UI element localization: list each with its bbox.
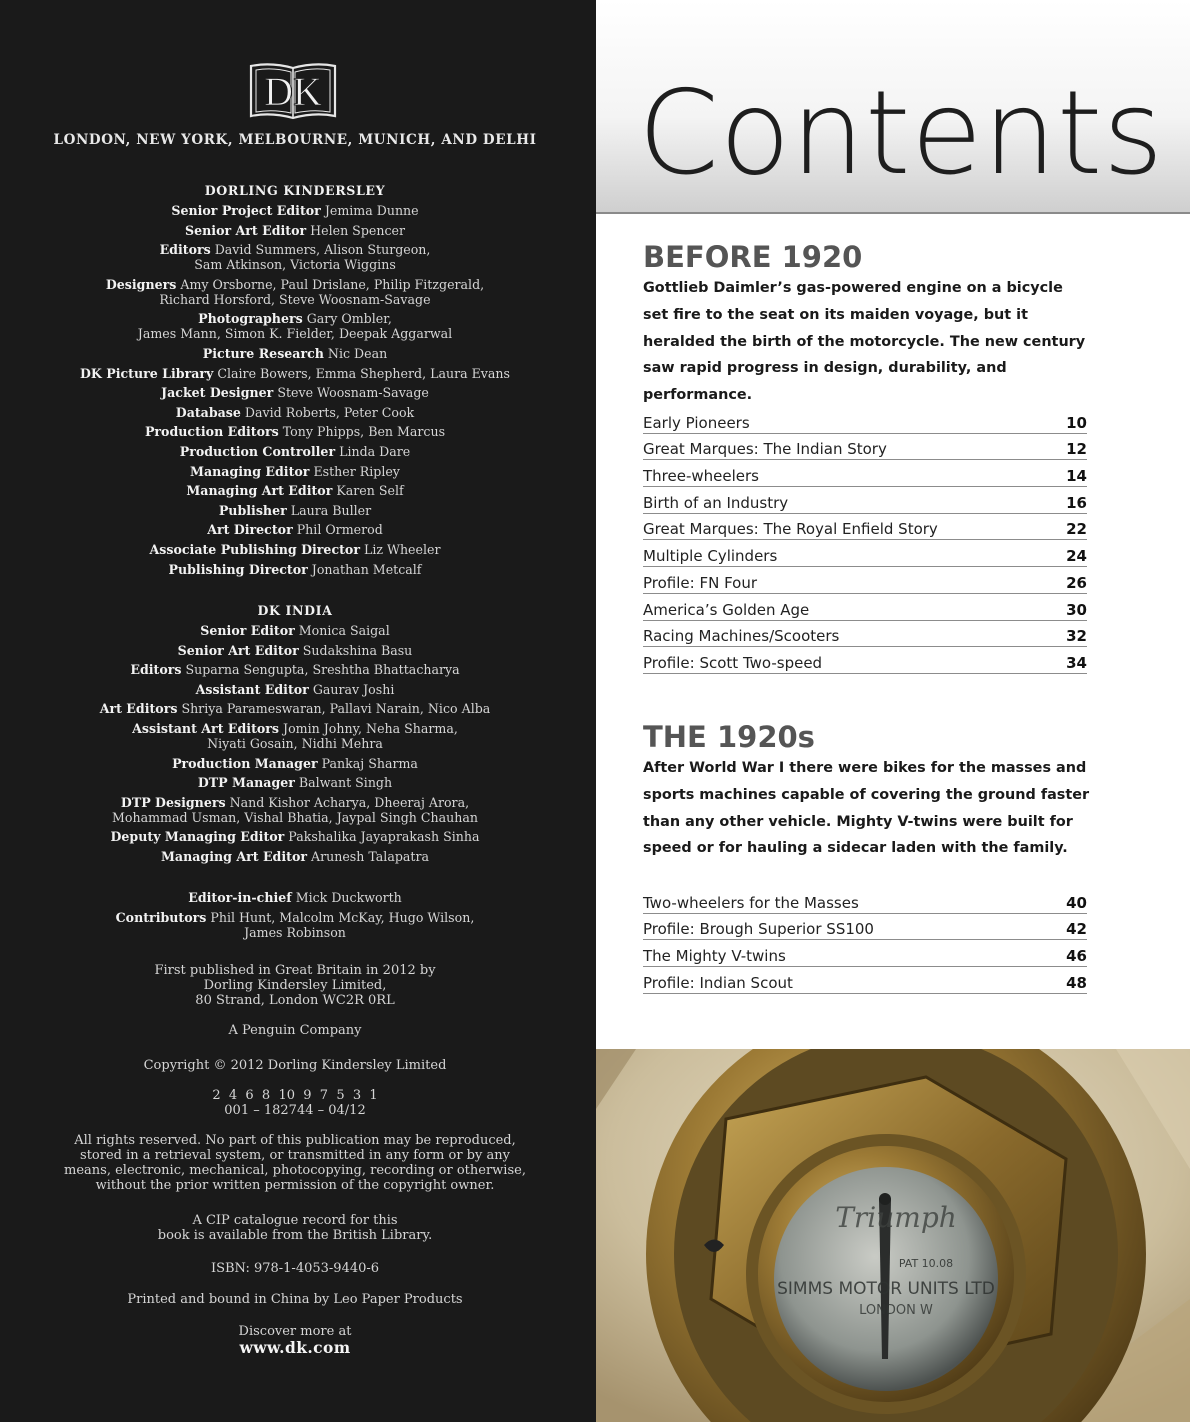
toc-entry-page: 14 (1066, 467, 1087, 486)
credit-names: Gary Ombler, (306, 311, 392, 327)
toc-entry[interactable] (643, 407, 1087, 434)
credit-names: Linda Dare (339, 443, 411, 459)
credit-names: Liz Wheeler (363, 541, 441, 557)
credit-entry (0, 405, 590, 420)
credit-names: Richard Horsford, Steve Woosnam-Savage (159, 291, 431, 307)
credit-line (0, 464, 590, 479)
credit-entry (0, 721, 590, 751)
credit-line (0, 311, 590, 326)
gauge-illustration (596, 1049, 1190, 1422)
toc-entry-page: 30 (1066, 600, 1087, 619)
toc-entry[interactable] (643, 594, 1087, 621)
credit-role: Senior Editor (200, 623, 295, 638)
toc-list-1920s (643, 887, 1087, 994)
credit-names: Nic Dean (327, 345, 388, 361)
website-link[interactable]: www.dk.com (239, 1338, 351, 1357)
credit-names: Niyati Gosain, Nidhi Mehra (207, 735, 383, 751)
credit-role: DTP Manager (197, 775, 295, 791)
publisher-cities: LONDON, NEW YORK, MELBOURNE, MUNICH, AND DELHI (53, 132, 537, 148)
credit-entry (0, 701, 590, 716)
credit-names: Laura Buller (290, 502, 372, 518)
credit-role: Associate Publishing Director (149, 541, 360, 557)
toc-entry-page: 24 (1066, 547, 1087, 566)
toc-entry-page: 42 (1066, 920, 1087, 939)
credit-role: Assistant Art Editors (132, 720, 280, 736)
credit-line (0, 721, 590, 736)
credit-role: Senior Art Editor (185, 222, 307, 238)
credit-line (0, 444, 590, 459)
credit-line (0, 829, 590, 844)
credit-names: Arunesh Talapatra (311, 848, 429, 864)
credit-entry (0, 444, 590, 459)
credit-names: Nand Kishor Acharya, Dheeraj Arora, (229, 794, 470, 810)
credit-line (0, 242, 590, 257)
print-run (0, 1088, 590, 1118)
credit-role: Production Controller (179, 443, 336, 459)
print-run-numbers: 2 4 6 8 10 9 7 5 3 1 (212, 1088, 378, 1103)
credit-entry (0, 643, 590, 658)
dk-uk-heading: DORLING KINDERSLEY (204, 183, 386, 198)
cip-line: book is available from the British Library. (157, 1228, 433, 1243)
toc-entry-label: Multiple Cylinders (643, 547, 778, 566)
credit-names: David Roberts, Peter Cook (244, 404, 415, 420)
credit-line (0, 701, 590, 716)
credit-names: Karen Self (336, 483, 404, 499)
toc-entry[interactable] (643, 460, 1087, 487)
credit-line (0, 623, 590, 638)
credit-line (0, 890, 590, 905)
section-intro-1920s: After World War I there were bikes for the masses and sports machines capable of covering the ground faster than any other vehicle. Mighty V-twins were built for speed or for hauling a sidecar laden with the family. (643, 760, 1090, 857)
first-published-line: 80 Strand, London WC2R 0RL (195, 993, 395, 1008)
toc-entry-label: Three-wheelers (643, 467, 759, 486)
credit-entry (0, 795, 590, 825)
toc-entry-page: 16 (1066, 493, 1087, 512)
credit-names: Pankaj Sharma (321, 755, 418, 771)
rights-line: All rights reserved. No part of this publication may be reproduced, (74, 1133, 516, 1148)
credit-names: Amy Orsborne, Paul Drislane, Philip Fitzgerald, (180, 276, 485, 292)
toc-entry[interactable] (643, 621, 1087, 648)
toc-entry-page: 10 (1066, 413, 1087, 432)
toc-entry[interactable] (643, 434, 1087, 461)
toc-entry-label: Racing Machines/Scooters (643, 627, 840, 646)
chief-credits (0, 890, 590, 944)
credit-entry (0, 203, 590, 218)
dk-india-credits (0, 603, 590, 869)
credit-entry (0, 756, 590, 771)
credit-entry (0, 849, 590, 864)
toc-entry[interactable] (643, 914, 1087, 941)
fuel-gauge-photo (596, 1049, 1190, 1422)
cip-line: A CIP catalogue record for this (192, 1213, 398, 1228)
rights-line: means, electronic, mechanical, photocopying, recording or otherwise, (64, 1163, 526, 1178)
gauge-patent-text: PAT 10.08 (898, 1257, 954, 1270)
credit-role: Database (175, 404, 241, 420)
credit-role: Contributors (115, 909, 207, 925)
credit-entry (0, 829, 590, 844)
credit-entry (0, 346, 590, 361)
toc-entry-page: 12 (1066, 440, 1087, 459)
toc-entry[interactable] (643, 540, 1087, 567)
credit-entry (0, 242, 590, 272)
credit-entry (0, 775, 590, 790)
credit-entry (0, 277, 590, 307)
discover-more: Discover more at (238, 1324, 352, 1339)
credit-role: Senior Art Editor (177, 642, 299, 658)
toc-entry-label: Profile: Brough Superior SS100 (643, 920, 874, 939)
dk-logo (247, 60, 339, 120)
toc-entry[interactable] (643, 647, 1087, 674)
credit-line (0, 795, 590, 810)
credit-line (0, 736, 590, 751)
toc-entry-label: Birth of an Industry (643, 493, 789, 512)
credit-line (0, 424, 590, 439)
credit-role: Publishing Director (168, 561, 308, 577)
credit-line (0, 849, 590, 864)
credit-role: Managing Art Editor (160, 848, 307, 864)
first-published-line: Dorling Kindersley Limited, (203, 978, 387, 993)
credit-role: Art Director (207, 522, 293, 538)
credit-names: Jomin Johny, Neha Sharma, (283, 720, 458, 736)
credit-entry (0, 424, 590, 439)
rights-line: stored in a retrieval system, or transmitted in any form or by any (80, 1148, 510, 1163)
toc-entry-label: Profile: Scott Two-speed (643, 653, 823, 672)
credit-names: Phil Ormerod (296, 522, 383, 538)
credit-names: James Mann, Simon K. Fielder, Deepak Aggarwal (137, 326, 453, 342)
toc-entry-label: Profile: Indian Scout (643, 973, 793, 992)
gauge-maker-text: SIMMS MOTOR UNITS LTD (777, 1279, 995, 1299)
toc-entry-label: Great Marques: The Royal Enfield Story (643, 520, 938, 539)
toc-entry-label: Great Marques: The Indian Story (643, 440, 887, 459)
credit-entry (0, 311, 590, 341)
credit-names: Sam Atkinson, Victoria Wiggins (194, 257, 396, 273)
credit-names: Mick Duckworth (295, 890, 402, 905)
credit-entry (0, 623, 590, 638)
credit-entry (0, 542, 590, 557)
credit-role: Picture Research (202, 345, 324, 361)
toc-entry-page: 26 (1066, 573, 1087, 592)
credit-names: Claire Bowers, Emma Shepherd, Laura Evans (217, 365, 510, 381)
credit-names: Pakshalika Jayaprakash Sinha (288, 829, 480, 845)
credit-names: David Summers, Alison Sturgeon, (214, 242, 431, 258)
toc-list-before-1920 (643, 407, 1087, 674)
credit-names: Jemima Dunne (324, 203, 419, 218)
rights-notice (0, 1133, 590, 1193)
credit-line (0, 326, 590, 341)
credit-names: Jonathan Metcalf (311, 561, 422, 577)
section-title-before-1920: BEFORE 1920 (643, 240, 863, 274)
toc-entry[interactable] (643, 887, 1087, 914)
rights-line: without the prior written permission of the copyright owner. (95, 1178, 495, 1193)
credit-entry (0, 910, 590, 940)
credit-line (0, 257, 590, 272)
credit-line (0, 643, 590, 658)
credit-names: James Robinson (244, 924, 346, 940)
first-published-line: First published in Great Britain in 2012 by (154, 963, 436, 978)
credit-role: Production Manager (172, 755, 318, 771)
credit-role: Assistant Editor (195, 681, 309, 697)
credit-line (0, 562, 590, 577)
toc-entry-label: Profile: FN Four (643, 573, 758, 592)
credit-role: DTP Designers (120, 794, 226, 810)
credit-names: Balwant Singh (298, 775, 393, 791)
credit-line (0, 775, 590, 790)
copyright-line: Copyright © 2012 Dorling Kindersley Limited (143, 1058, 447, 1073)
credit-role: Production Editors (144, 424, 279, 440)
toc-entry-label: Two-wheelers for the Masses (643, 893, 859, 912)
toc-entry-page: 48 (1066, 973, 1087, 992)
dk-uk-credits (0, 183, 590, 581)
credit-role: Jacket Designer (161, 385, 274, 401)
toc-entry[interactable] (643, 514, 1087, 541)
credit-entry (0, 662, 590, 677)
credit-line (0, 366, 590, 381)
contents-title-band (596, 0, 1190, 214)
gauge-brand-text: Triumph (835, 1201, 957, 1234)
credit-line (0, 503, 590, 518)
credit-line (0, 542, 590, 557)
credit-line (0, 522, 590, 537)
first-published (0, 963, 590, 1008)
credit-role: Editors (159, 242, 211, 258)
credit-entry (0, 562, 590, 577)
toc-entry-label: The Mighty V-twins (643, 947, 786, 966)
credit-entry (0, 464, 590, 479)
credit-names: Monica Saigal (298, 623, 390, 638)
credit-line (0, 662, 590, 677)
credit-line (0, 405, 590, 420)
toc-entry-page: 22 (1066, 520, 1087, 539)
credit-entry (0, 366, 590, 381)
gauge-city-text: LONDON W (859, 1303, 933, 1318)
toc-entry-page: 32 (1066, 627, 1087, 646)
printed-by: Printed and bound in China by Leo Paper Products (127, 1292, 463, 1307)
credit-role: Editor-in-chief (188, 890, 292, 905)
toc-entry-label: America’s Golden Age (643, 600, 810, 619)
credit-names: Esther Ripley (313, 463, 400, 479)
section-title-1920s: THE 1920s (643, 720, 815, 754)
credit-line (0, 277, 590, 292)
credit-role: Art Editors (99, 701, 178, 717)
credit-role: Managing Art Editor (186, 483, 333, 499)
toc-entry[interactable] (643, 487, 1087, 514)
credit-names: Gaurav Joshi (312, 681, 395, 697)
toc-entry-label: Early Pioneers (643, 413, 750, 432)
credit-role: Designers (105, 276, 177, 292)
credit-entry (0, 483, 590, 498)
credit-role: Publisher (218, 502, 287, 518)
credit-role: Photographers (198, 311, 303, 327)
credit-line (0, 346, 590, 361)
credit-names: Steve Woosnam-Savage (277, 385, 429, 401)
credit-role: Managing Editor (190, 463, 310, 479)
toc-entry-page: 40 (1066, 893, 1087, 912)
credit-line (0, 925, 590, 940)
credit-entry (0, 503, 590, 518)
credit-entry (0, 223, 590, 238)
credit-entry (0, 385, 590, 400)
toc-entry-page: 46 (1066, 947, 1087, 966)
credit-names: Shriya Parameswaran, Pallavi Narain, Nico Alba (181, 701, 491, 717)
credit-line (0, 483, 590, 498)
credit-role: Senior Project Editor (171, 203, 321, 218)
credit-line (0, 756, 590, 771)
print-run-code: 001 – 182744 – 04/12 (224, 1103, 366, 1118)
credit-entry (0, 890, 590, 905)
credit-entry (0, 682, 590, 697)
credit-names: Suparna Sengupta, Sreshtha Bhattacharya (185, 662, 460, 678)
cip-record (0, 1213, 590, 1243)
credit-names: Helen Spencer (310, 222, 405, 238)
credit-names: Tony Phipps, Ben Marcus (282, 424, 446, 440)
credit-line (0, 910, 590, 925)
credit-line (0, 292, 590, 307)
credit-role: DK Picture Library (79, 365, 214, 381)
credit-role: Editors (130, 662, 182, 678)
credit-line (0, 682, 590, 697)
penguin-company: A Penguin Company (228, 1023, 362, 1038)
credit-line (0, 223, 590, 238)
credit-line (0, 203, 590, 218)
credit-names: Phil Hunt, Malcolm McKay, Hugo Wilson, (210, 909, 475, 925)
credit-role: Deputy Managing Editor (110, 829, 285, 845)
credit-names: Mohammad Usman, Vishal Bhatia, Jaypal Singh Chauhan (112, 809, 478, 825)
credit-line (0, 810, 590, 825)
credit-entry (0, 522, 590, 537)
dk-india-heading: DK INDIA (257, 603, 333, 618)
page-title: Contents (638, 66, 1164, 201)
toc-entry[interactable] (643, 940, 1087, 967)
section-intro-before-1920: Gottlieb Daimler’s gas-powered engine on a bicycle set fire to the seat on its maiden voyage, but it heralded the birth of the motorcycle. The new century saw rapid progress in design, durability, and performance. (643, 280, 1086, 404)
toc-entry-page: 34 (1066, 653, 1087, 672)
credit-line (0, 385, 590, 400)
credit-names: Sudakshina Basu (302, 642, 413, 658)
dk-logo-text: DK (264, 69, 322, 114)
isbn: ISBN: 978-1-4053-9440-6 (210, 1261, 380, 1276)
toc-entry[interactable] (643, 567, 1087, 594)
toc-entry[interactable] (643, 967, 1087, 994)
